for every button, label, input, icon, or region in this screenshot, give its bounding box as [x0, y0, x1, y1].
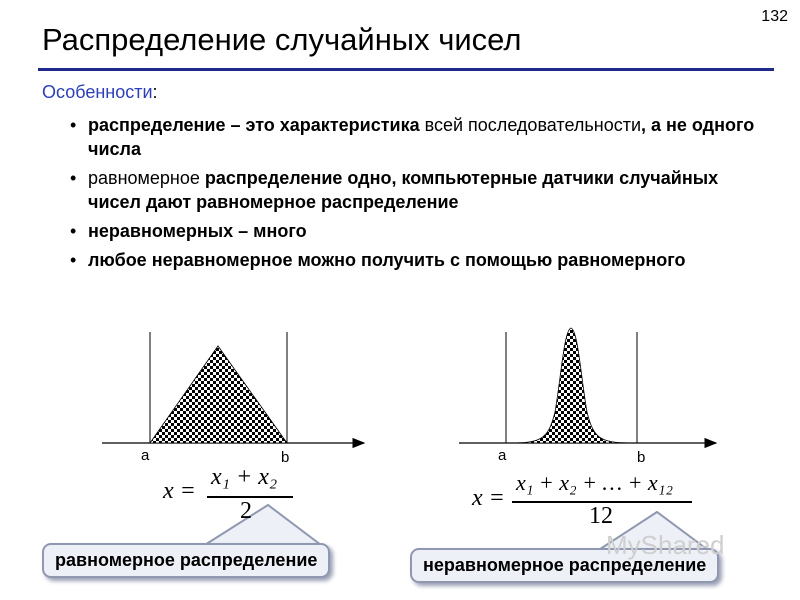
- label-b: b: [637, 449, 646, 466]
- callout-uniform-distribution: равномерное распределение: [42, 543, 330, 578]
- bullet-bold: распределение – это характеристика: [88, 115, 420, 135]
- page-title: Распределение случайных чисел: [42, 22, 522, 57]
- subtitle-colon: :: [152, 82, 158, 102]
- triangle-distribution-chart: [102, 332, 364, 466]
- bell-shape: [506, 328, 637, 443]
- bell-distribution-chart: [459, 328, 716, 466]
- bullet-bold: распределение одно, компьютерные датчики случайных чисел дают равномерное распределение: [88, 168, 719, 212]
- formula-lhs: x =: [472, 485, 505, 511]
- formula-denominator: 2: [240, 498, 252, 524]
- bullet-text: равномерное: [88, 168, 205, 188]
- formula-lhs: x =: [163, 478, 196, 504]
- formula-denominator: 12: [589, 503, 613, 529]
- formula-numerator: x₁ + x₂: [211, 464, 278, 490]
- subtitle-text: Особенности: [42, 82, 153, 102]
- bullet-text: всей последовательности: [419, 115, 642, 135]
- formula-numerator: x₁ + x₂ + … + x₁₂: [516, 470, 673, 495]
- watermark: MyShared: [606, 530, 725, 560]
- bullet-bold: любое неравномерное можно получить с помощью равномерного: [88, 250, 686, 270]
- label-b: b: [281, 449, 290, 466]
- callout-left-pointer: [200, 505, 325, 548]
- callout-nonuniform-distribution: неравномерное распределение: [410, 548, 719, 583]
- triangle-shape: [150, 346, 287, 443]
- label-a: a: [498, 447, 507, 464]
- label-a: a: [141, 447, 150, 464]
- bullet-bold: неравномерных – много: [88, 221, 307, 241]
- page-number: 132: [761, 8, 788, 25]
- bullet-bold: , а не одного числа: [88, 115, 755, 159]
